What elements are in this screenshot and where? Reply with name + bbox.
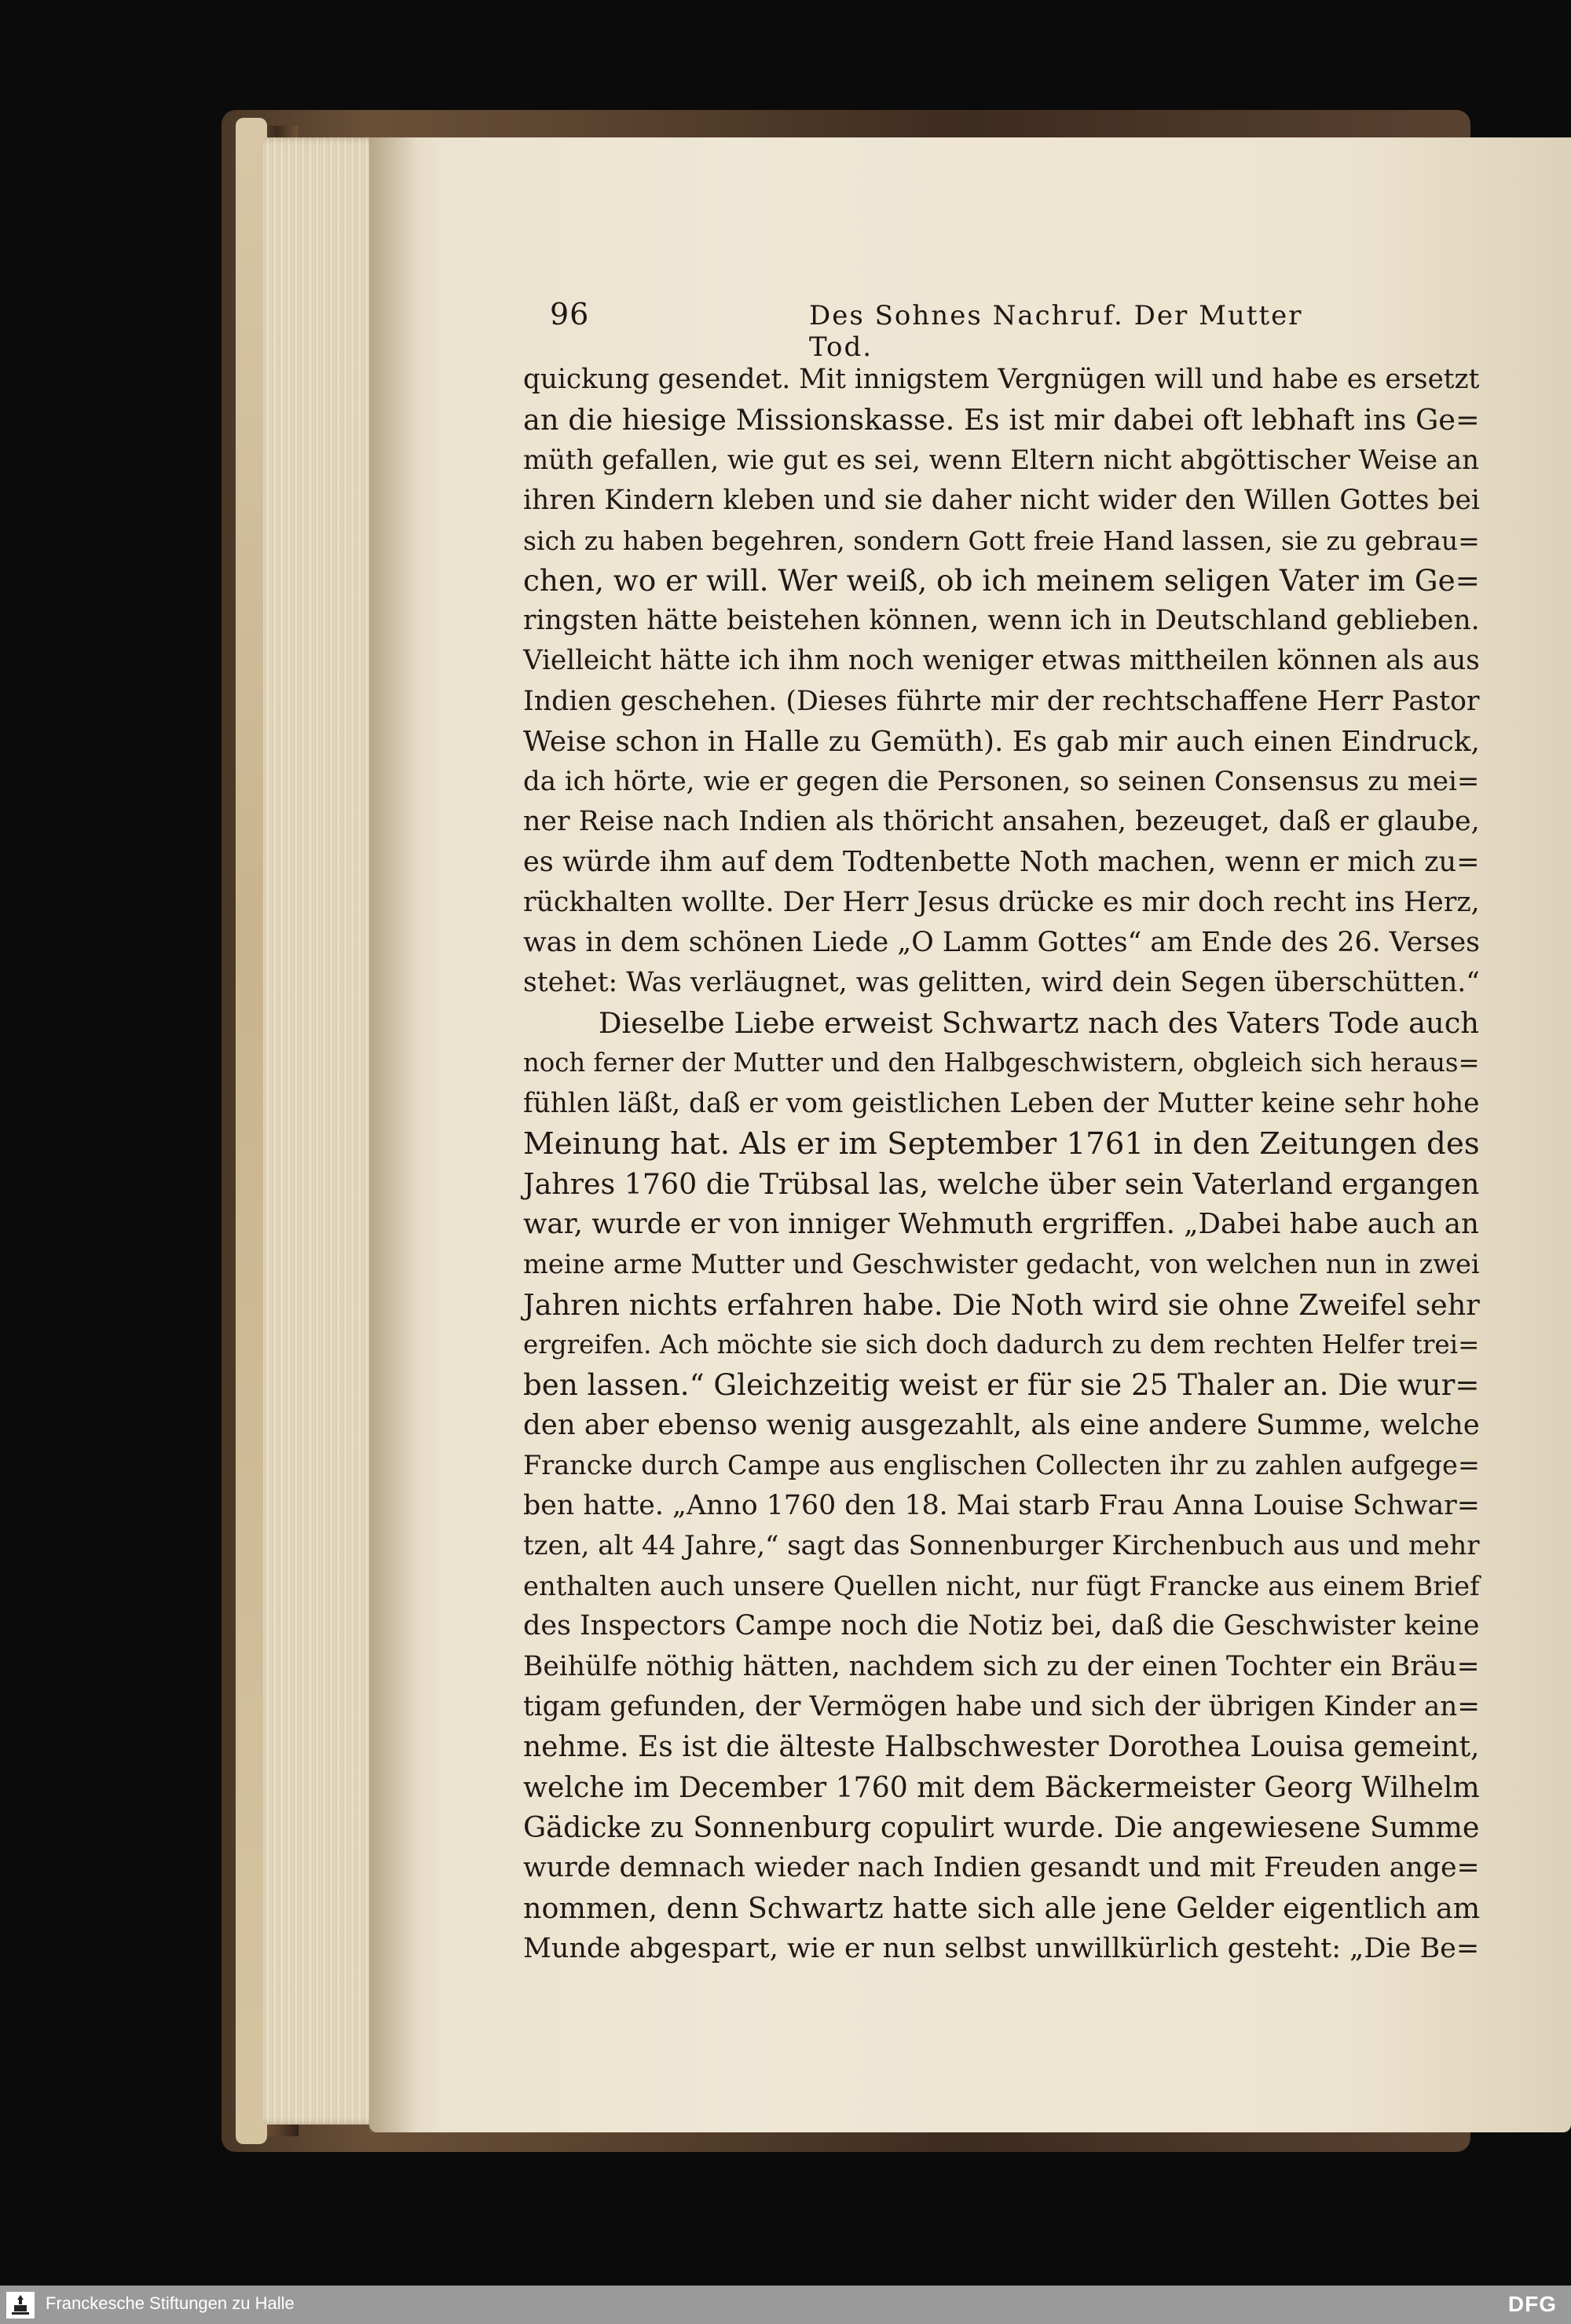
text-line: noch ferner der Mutter und den Halbgeschwistern, obgleich sich heraus= [523,1048,1480,1078]
text-line: Munde abgespart, wie er nun selbst unwillkürlich gesteht: „Die Be= [523,1931,1480,1964]
text-line: da ich hörte, wie er gegen die Personen, so seinen Consensus zu mei= [523,766,1480,798]
viewer-footer-bar [0,2286,1571,2324]
text-line: des Inspectors Campe noch die Notiz bei, daß die Geschwister keine [523,1610,1480,1642]
text-line: ben hatte. „Anno 1760 den 18. Mai starb Frau Anna Louise Schwar= [523,1489,1480,1521]
dfg-logo: DFG [1507,2292,1557,2316]
text-line: welche im December 1760 mit dem Bäckermeister Georg Wilhelm [523,1770,1480,1805]
text-line: müth gefallen, wie gut es sei, wenn Eltern nicht abgöttischer Weise an [523,445,1479,476]
text-line: den aber ebenso wenig ausgezahlt, als eine andere Summe, welche [523,1409,1480,1442]
text-line: ergreifen. Ach möchte sie sich doch dadurch zu dem rechten Helfer trei= [523,1329,1480,1360]
text-line: chen, wo er will. Wer weiß, ob ich meinem seligen Vater im Ge= [523,563,1480,598]
text-line: Gädicke zu Sonnenburg copulirt wurde. Die angewiesene Summe [523,1810,1480,1845]
text-line: nehme. Es ist die älteste Halbschwester Dorothea Louisa gemeint, [523,1730,1480,1763]
text-line: quickung gesendet. Mit innigstem Vergnügen will und habe es ersetzt [523,364,1480,395]
running-head: Des Sohnes Nachruf. Der Mutter Tod. [809,300,1303,363]
text-line: tigam gefunden, der Vermögen habe und sich der übrigen Kinder an= [523,1690,1480,1722]
paragraph-start-line: Dieselbe Liebe erweist Schwartz nach des Vaters Tode auch [599,1006,1479,1041]
institution-label: Franckesche Stiftungen zu Halle [46,2293,295,2313]
text-line: ner Reise nach Indien als thöricht ansahen, bezeuget, daß er glaube, [523,806,1480,838]
text-line: Weise schon in Halle zu Gemüth). Es gab mir auch einen Eindruck, [523,725,1480,758]
text-line: was in dem schönen Liede „O Lamm Gottes“ am Ende des 26. Verses [523,926,1480,958]
text-line: Meinung hat. Als er im September 1761 in den Zeitungen des [523,1125,1480,1162]
text-line: sich zu haben begehren, sondern Gott freie Hand lassen, sie zu gebrau= [523,525,1480,556]
text-line: rückhalten wollte. Der Herr Jesus drücke es mir doch recht ins Herz, [523,886,1480,918]
text-line: fühlen läßt, daß er vom geistlichen Leben der Mutter keine sehr hohe [523,1087,1480,1119]
text-line: nommen, denn Schwartz hatte sich alle jene Gelder eigentlich am [523,1890,1481,1925]
text-line: ihren Kindern kleben und sie daher nicht wider den Willen Gottes bei [523,484,1480,516]
text-line: Beihülfe nöthig hätten, nachdem sich zu der einen Tochter ein Bräu= [523,1650,1480,1682]
page-header [550,297,1335,363]
text-line: es würde ihm auf dem Todtenbette Noth machen, wenn er mich zu= [523,846,1480,879]
franckesche-stiftungen-logo-icon [6,2292,35,2319]
text-line: tzen, alt 44 Jahre,“ sagt das Sonnenburger Kirchenbuch aus und mehr [523,1529,1480,1561]
text-line: stehet: Was verläugnet, was gelitten, wird dein Segen überschütten.“ [523,967,1480,999]
text-line: Francke durch Campe aus englischen Collecten ihr zu zahlen aufgege= [523,1450,1480,1481]
book-cover-edge [236,118,267,2144]
body-text [523,360,1480,1968]
text-line: an die hiesige Missionskasse. Es ist mir dabei oft lebhaft ins Ge= [523,403,1480,437]
text-line: ringsten hätte beistehen können, wenn ich in Deutschland geblieben. [523,605,1480,637]
text-line: Indien geschehen. (Dieses führte mir der rechtschaffene Herr Pastor [523,685,1480,717]
text-line: enthalten auch unsere Quellen nicht, nur fügt Francke aus einem Brief [523,1571,1480,1602]
text-line: Vielleicht hätte ich ihm noch weniger etwas mittheilen können als aus [523,645,1480,677]
page-number: 96 [550,297,590,331]
text-line: war, wurde er von inniger Wehmuth ergriffen. „Dabei habe auch an [523,1208,1479,1241]
text-line: wurde demnach wieder nach Indien gesandt und mit Freuden ange= [523,1851,1480,1883]
text-line: meine arme Mutter und Geschwister gedacht, von welchen nun in zwei [523,1249,1480,1280]
text-line: ben lassen.“ Gleichzeitig weist er für sie 25 Thaler an. Die wur= [523,1367,1480,1403]
text-line: Jahres 1760 die Trübsal las, welche über sein Vaterland ergangen [523,1167,1480,1202]
text-line: Jahren nichts erfahren habe. Die Noth wird sie ohne Zweifel sehr [523,1287,1480,1322]
gutter-shadow [369,137,416,2132]
